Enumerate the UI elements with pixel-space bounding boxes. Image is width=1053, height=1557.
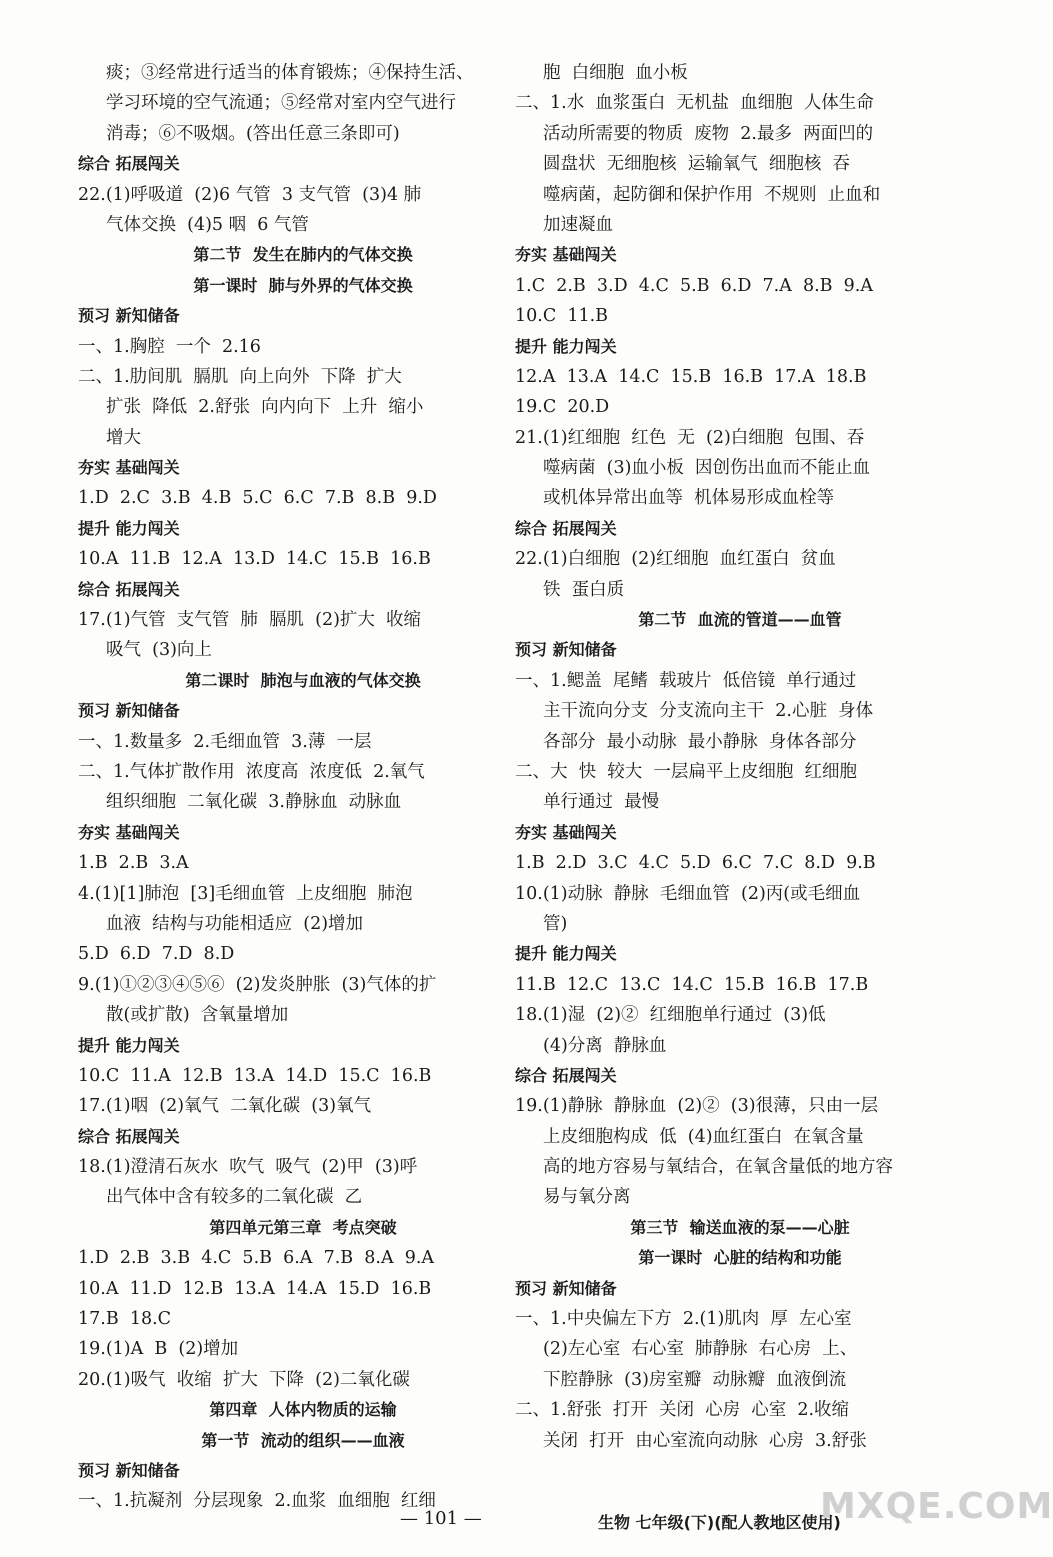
text-line: 出气体中含有较多的二氧化碳 乙 [106,1187,363,1208]
text-line: 10.A 11.D 12.B 13.A 14.A 15.D 16.B [78,1278,432,1299]
section-heading: 综合 拓展闯关 [515,518,617,538]
text-line: 活动所需要的物质 废物 2.最多 两面凹的 [543,123,874,144]
page-number: — 101 — [400,1508,482,1529]
text-line: 一、1.数量多 2.毛细血管 3.薄 一层 [78,731,372,752]
text-line: 组织细胞 二氧化碳 3.静脉血 动脉血 [106,792,402,813]
section-heading: 预习 新知储备 [78,1460,180,1480]
subject-grade-label: 生物 七年级(下)(配人教地区使用) [598,1513,841,1532]
chapter-title: 第二节 发生在肺内的气体交换 [193,245,413,265]
text-line: 二、1.气体扩散作用 浓度高 浓度低 2.氧气 [78,761,425,782]
chapter-title: 第二节 血流的管道——血管 [638,610,842,630]
text-line: 12.A 13.A 14.C 15.B 16.B 17.A 18.B [515,366,867,387]
text-line: 消毒；⑥不吸烟。(答出任意三条即可) [106,123,400,144]
text-line: 11.B 12.C 13.C 14.C 15.B 16.B 17.B [515,974,869,995]
section-heading: 夯实 基础闯关 [78,822,180,842]
text-line: 二、大 快 较大 一层扁平上皮细胞 红细胞 [515,761,858,782]
text-line: 18.(1)澄清石灰水 吹气 吸气 (2)甲 (3)呼 [78,1157,418,1178]
text-line: 17.B 18.C [78,1309,172,1330]
text-line: 1.C 2.B 3.D 4.C 5.B 6.D 7.A 8.B 9.A [515,275,873,296]
chapter-title: 第一课时 心脏的结构和功能 [638,1248,842,1268]
text-line: 10.(1)动脉 静脉 毛细血管 (2)丙(或毛细血 [515,883,861,904]
text-line: 17.(1)气管 支气管 肺 膈肌 (2)扩大 收缩 [78,610,422,631]
text-line: 二、1.舒张 打开 关闭 心房 心室 2.收缩 [515,1400,850,1421]
section-heading: 夯实 基础闯关 [515,245,617,265]
text-line: 各部分 最小动脉 最小静脉 身体各部分 [543,731,857,752]
section-heading: 综合 拓展闯关 [78,154,180,174]
text-line: 胞 白细胞 血小板 [543,63,688,83]
text-line: 二、1.肋间肌 膈肌 向上向外 下降 扩大 [78,366,402,387]
text-line: 二、1.水 血浆蛋白 无机盐 血细胞 人体生命 [515,93,874,114]
text-line: 单行通过 最慢 [543,792,660,813]
section-heading: 预习 新知储备 [515,640,617,660]
text-line: 下腔静脉 (3)房室瓣 动脉瓣 血液倒流 [543,1369,847,1390]
text-line: 气体交换 (4)5 咽 6 气管 [106,214,309,235]
text-line: 易与氧分离 [543,1187,631,1208]
text-line: (4)分离 静脉血 [543,1035,667,1056]
chapter-title: 第四章 人体内物质的运输 [209,1400,397,1420]
text-line: 铁 蛋白质 [543,579,625,600]
section-heading: 提升 能力闯关 [78,518,180,538]
text-line: 10.A 11.B 12.A 13.D 14.C 15.B 16.B [78,549,431,570]
text-line: 圆盘状 无细胞核 运输氧气 细胞核 吞 [543,154,851,175]
text-line: 血液 结构与功能相适应 (2)增加 [106,913,364,934]
text-line: 一、1.胸腔 一个 2.16 [78,336,261,357]
section-heading: 预习 新知储备 [78,701,180,721]
section-heading: 预习 新知储备 [78,306,180,326]
chapter-title: 第一节 流动的组织——血液 [201,1430,405,1450]
text-line: 噬病菌 (3)血小板 因创伤出血而不能止血 [543,458,871,479]
text-line: 一、1.中央偏左下方 2.(1)肌肉 厚 左心室 [515,1309,852,1330]
text-line: 4.(1)[1]肺泡 [3]毛细血管 上皮细胞 肺泡 [78,883,413,904]
text-line: 增大 [106,427,141,448]
text-line: 主干流向分支 分支流向主干 2.心脏 身体 [543,701,874,722]
chapter-title: 第三节 输送血液的泵——心脏 [630,1217,850,1237]
text-line: 19.(1)静脉 静脉血 (2)② (3)很薄，只由一层 [515,1096,879,1117]
chapter-title: 第一课时 肺与外界的气体交换 [193,275,413,295]
section-heading: 提升 能力闯关 [78,1035,180,1055]
text-line: 1.D 2.C 3.B 4.B 5.C 6.C 7.B 8.B 9.D [78,488,437,509]
text-line: 散(或扩散) 含氧量增加 [106,1005,289,1026]
chapter-title: 第二课时 肺泡与血液的气体交换 [185,670,421,690]
section-heading: 提升 能力闯关 [515,336,617,356]
right-column [515,58,965,1456]
text-line: 5.D 6.D 7.D 8.D [78,944,235,965]
text-line: 22.(1)白细胞 (2)红细胞 血红蛋白 贫血 [515,549,836,570]
text-line: 19.C 20.D [515,397,610,418]
text-line: 噬病菌，起防御和保护作用 不规则 止血和 [543,184,881,205]
text-line: 加速凝血 [543,214,613,235]
text-line: 一、1.鳃盖 尾鳍 载玻片 低倍镜 单行通过 [515,670,857,691]
text-line: 18.(1)湿 (2)② 红细胞单行通过 (3)低 [515,1005,826,1026]
text-line: 一、1.抗凝剂 分层现象 2.血浆 血细胞 红细 [78,1491,436,1512]
text-line: 或机体异常出血等 机体易形成血栓等 [543,488,835,509]
text-line: 管) [543,913,568,934]
text-line: 高的地方容易与氧结合，在氧含量低的地方容 [543,1157,893,1178]
chapter-title: 第四单元第三章 考点突破 [209,1217,397,1237]
section-heading: 提升 能力闯关 [515,944,617,964]
text-line: 扩张 降低 2.舒张 向内向下 上升 缩小 [106,397,424,418]
text-line: 22.(1)呼吸道 (2)6 气管 3 支气管 (3)4 肺 [78,184,422,205]
text-line: 1.B 2.D 3.C 4.C 5.D 6.C 7.C 8.D 9.B [515,853,876,874]
section-heading: 综合 拓展闯关 [78,579,180,599]
text-line: 10.C 11.B [515,306,609,327]
text-line: 吸气 (3)向上 [106,640,212,661]
section-heading: 综合 拓展闯关 [78,1126,180,1146]
watermark-logo: MXQE.COM [820,1486,1053,1527]
text-line: 1.B 2.B 3.A [78,853,189,874]
section-heading: 综合 拓展闯关 [515,1065,617,1085]
text-line: (2)左心室 右心室 肺静脉 右心房 上、 [543,1339,858,1360]
left-column [78,58,528,1517]
text-line: 上皮细胞构成 低 (4)血红蛋白 在氧含量 [543,1126,864,1147]
section-heading: 夯实 基础闯关 [515,822,617,842]
text-line: 痰；③经常进行适当的体育锻炼；④保持生活、 [106,63,474,83]
text-line: 1.D 2.B 3.B 4.C 5.B 6.A 7.B 8.A 9.A [78,1248,435,1269]
text-line: 学习环境的空气流通；⑤经常对室内空气进行 [106,93,456,114]
section-heading: 夯实 基础闯关 [78,458,180,478]
text-line: 19.(1)A B (2)增加 [78,1339,239,1360]
text-line: 关闭 打开 由心室流向动脉 心房 3.舒张 [543,1430,867,1451]
text-line: 10.C 11.A 12.B 13.A 14.D 15.C 16.B [78,1065,432,1086]
text-line: 17.(1)咽 (2)氧气 二氧化碳 (3)氧气 [78,1096,372,1117]
text-line: 21.(1)红细胞 红色 无 (2)白细胞 包围、吞 [515,427,865,448]
section-heading: 预习 新知储备 [515,1278,617,1298]
text-line: 20.(1)吸气 收缩 扩大 下降 (2)二氧化碳 [78,1369,410,1390]
text-line: 9.(1)①②③④⑤⑥ (2)发炎肿胀 (3)气体的扩 [78,974,437,995]
